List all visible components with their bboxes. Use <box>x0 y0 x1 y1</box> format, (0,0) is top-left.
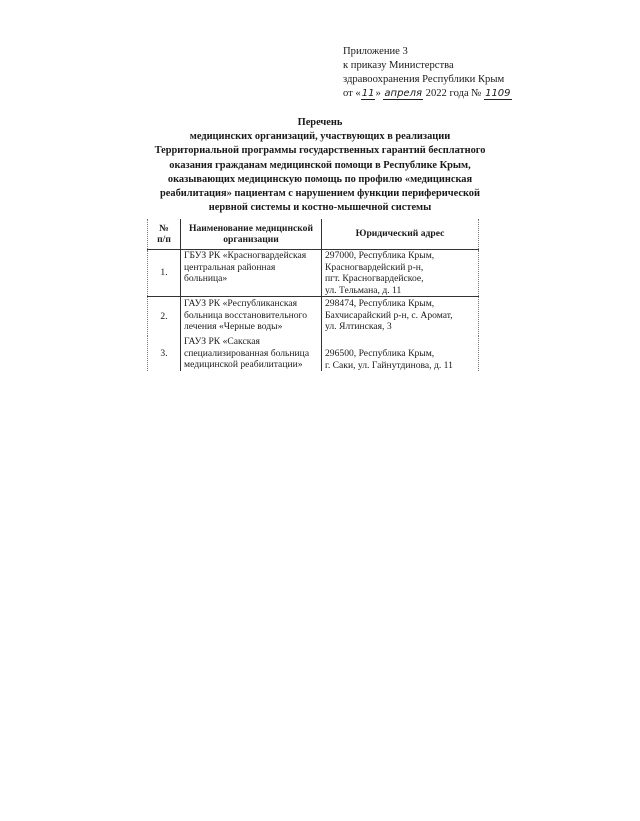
header-number-line-2: п/п <box>157 234 171 245</box>
header-number <box>148 219 181 250</box>
name-line: больница восстановительного <box>184 309 307 321</box>
row-number: 2. <box>148 297 181 337</box>
header-address: Юридический адрес <box>322 219 479 250</box>
heading-line: оказания гражданам медицинской помощи в Республике Крым, <box>169 159 471 171</box>
appendix-line-3: здравоохранения Республики Крым <box>343 74 505 85</box>
header-name <box>181 219 322 250</box>
appendix-line-2: к приказу Министерства <box>343 60 454 71</box>
order-date-line <box>343 87 583 101</box>
name-line: лечения «Черные воды» <box>184 321 283 332</box>
table-row <box>148 297 479 337</box>
table-row <box>148 336 479 371</box>
address-line: ул. Тельмана, д. 11 <box>325 284 402 296</box>
address-line: пгт. Красногвардейское, <box>325 273 424 284</box>
header-number-line-1: № <box>159 222 169 234</box>
organization-name <box>181 297 322 337</box>
handwritten-day: 11 <box>361 88 375 99</box>
table-row <box>148 250 479 297</box>
name-line: центральная районная <box>184 261 276 273</box>
date-mid: » <box>375 88 381 99</box>
address-line: Бахчисарайский р-н, с. Аромат, <box>325 309 453 321</box>
legal-address <box>322 336 479 371</box>
date-prefix: от « <box>343 88 361 99</box>
handwritten-month: апреля <box>384 88 422 99</box>
date-suffix: 2022 года № <box>425 88 482 99</box>
address-line: 298474, Республика Крым, <box>325 298 435 309</box>
handwritten-order-number: 1109 <box>485 88 511 99</box>
organization-name <box>181 336 322 371</box>
organization-name <box>181 250 322 297</box>
legal-address <box>322 250 479 297</box>
address-line: г. Саки, ул. Гайнутдинова, д. 11 <box>325 359 453 371</box>
heading-title: Перечень <box>297 117 343 128</box>
name-line: медицинской реабилитации» <box>184 359 303 370</box>
row-number: 3. <box>148 336 181 371</box>
heading-line: нервной системы и костно-мышечной системы <box>208 202 432 214</box>
address-line: ул. Ялтинская, 3 <box>325 321 392 332</box>
heading-line: оказывающих медицинскую помощь по профилю «медицинская <box>167 173 473 185</box>
table-header-row <box>148 219 479 250</box>
legal-address <box>322 297 479 337</box>
header-name-line-1: Наименование медицинской <box>189 222 313 234</box>
name-line: ГАУЗ РК «Сакская <box>184 336 260 347</box>
name-line: ГАУЗ РК «Республиканская <box>184 298 298 309</box>
document-heading <box>120 116 520 215</box>
address-line: 296500, Республика Крым, <box>325 348 435 359</box>
heading-line: Территориальной программы государственных гарантий бесплатного <box>154 145 486 157</box>
appendix-line-1: Приложение 3 <box>343 46 408 57</box>
name-line: больница» <box>184 273 228 284</box>
appendix-block <box>343 45 583 101</box>
name-line: ГБУЗ РК «Красногвардейская <box>184 250 307 261</box>
address-line: Красногвардейский р-н, <box>325 261 424 273</box>
heading-line: реабилитация» пациентам с нарушением функции периферической <box>160 188 480 200</box>
row-number: 1. <box>148 250 181 297</box>
name-line: специализированная больница <box>184 347 310 359</box>
heading-line: медицинских организаций, участвующих в реализации <box>189 131 451 143</box>
header-name-line-2: организации <box>223 234 279 245</box>
address-line: 297000, Республика Крым, <box>325 250 435 261</box>
organizations-table <box>147 219 479 371</box>
